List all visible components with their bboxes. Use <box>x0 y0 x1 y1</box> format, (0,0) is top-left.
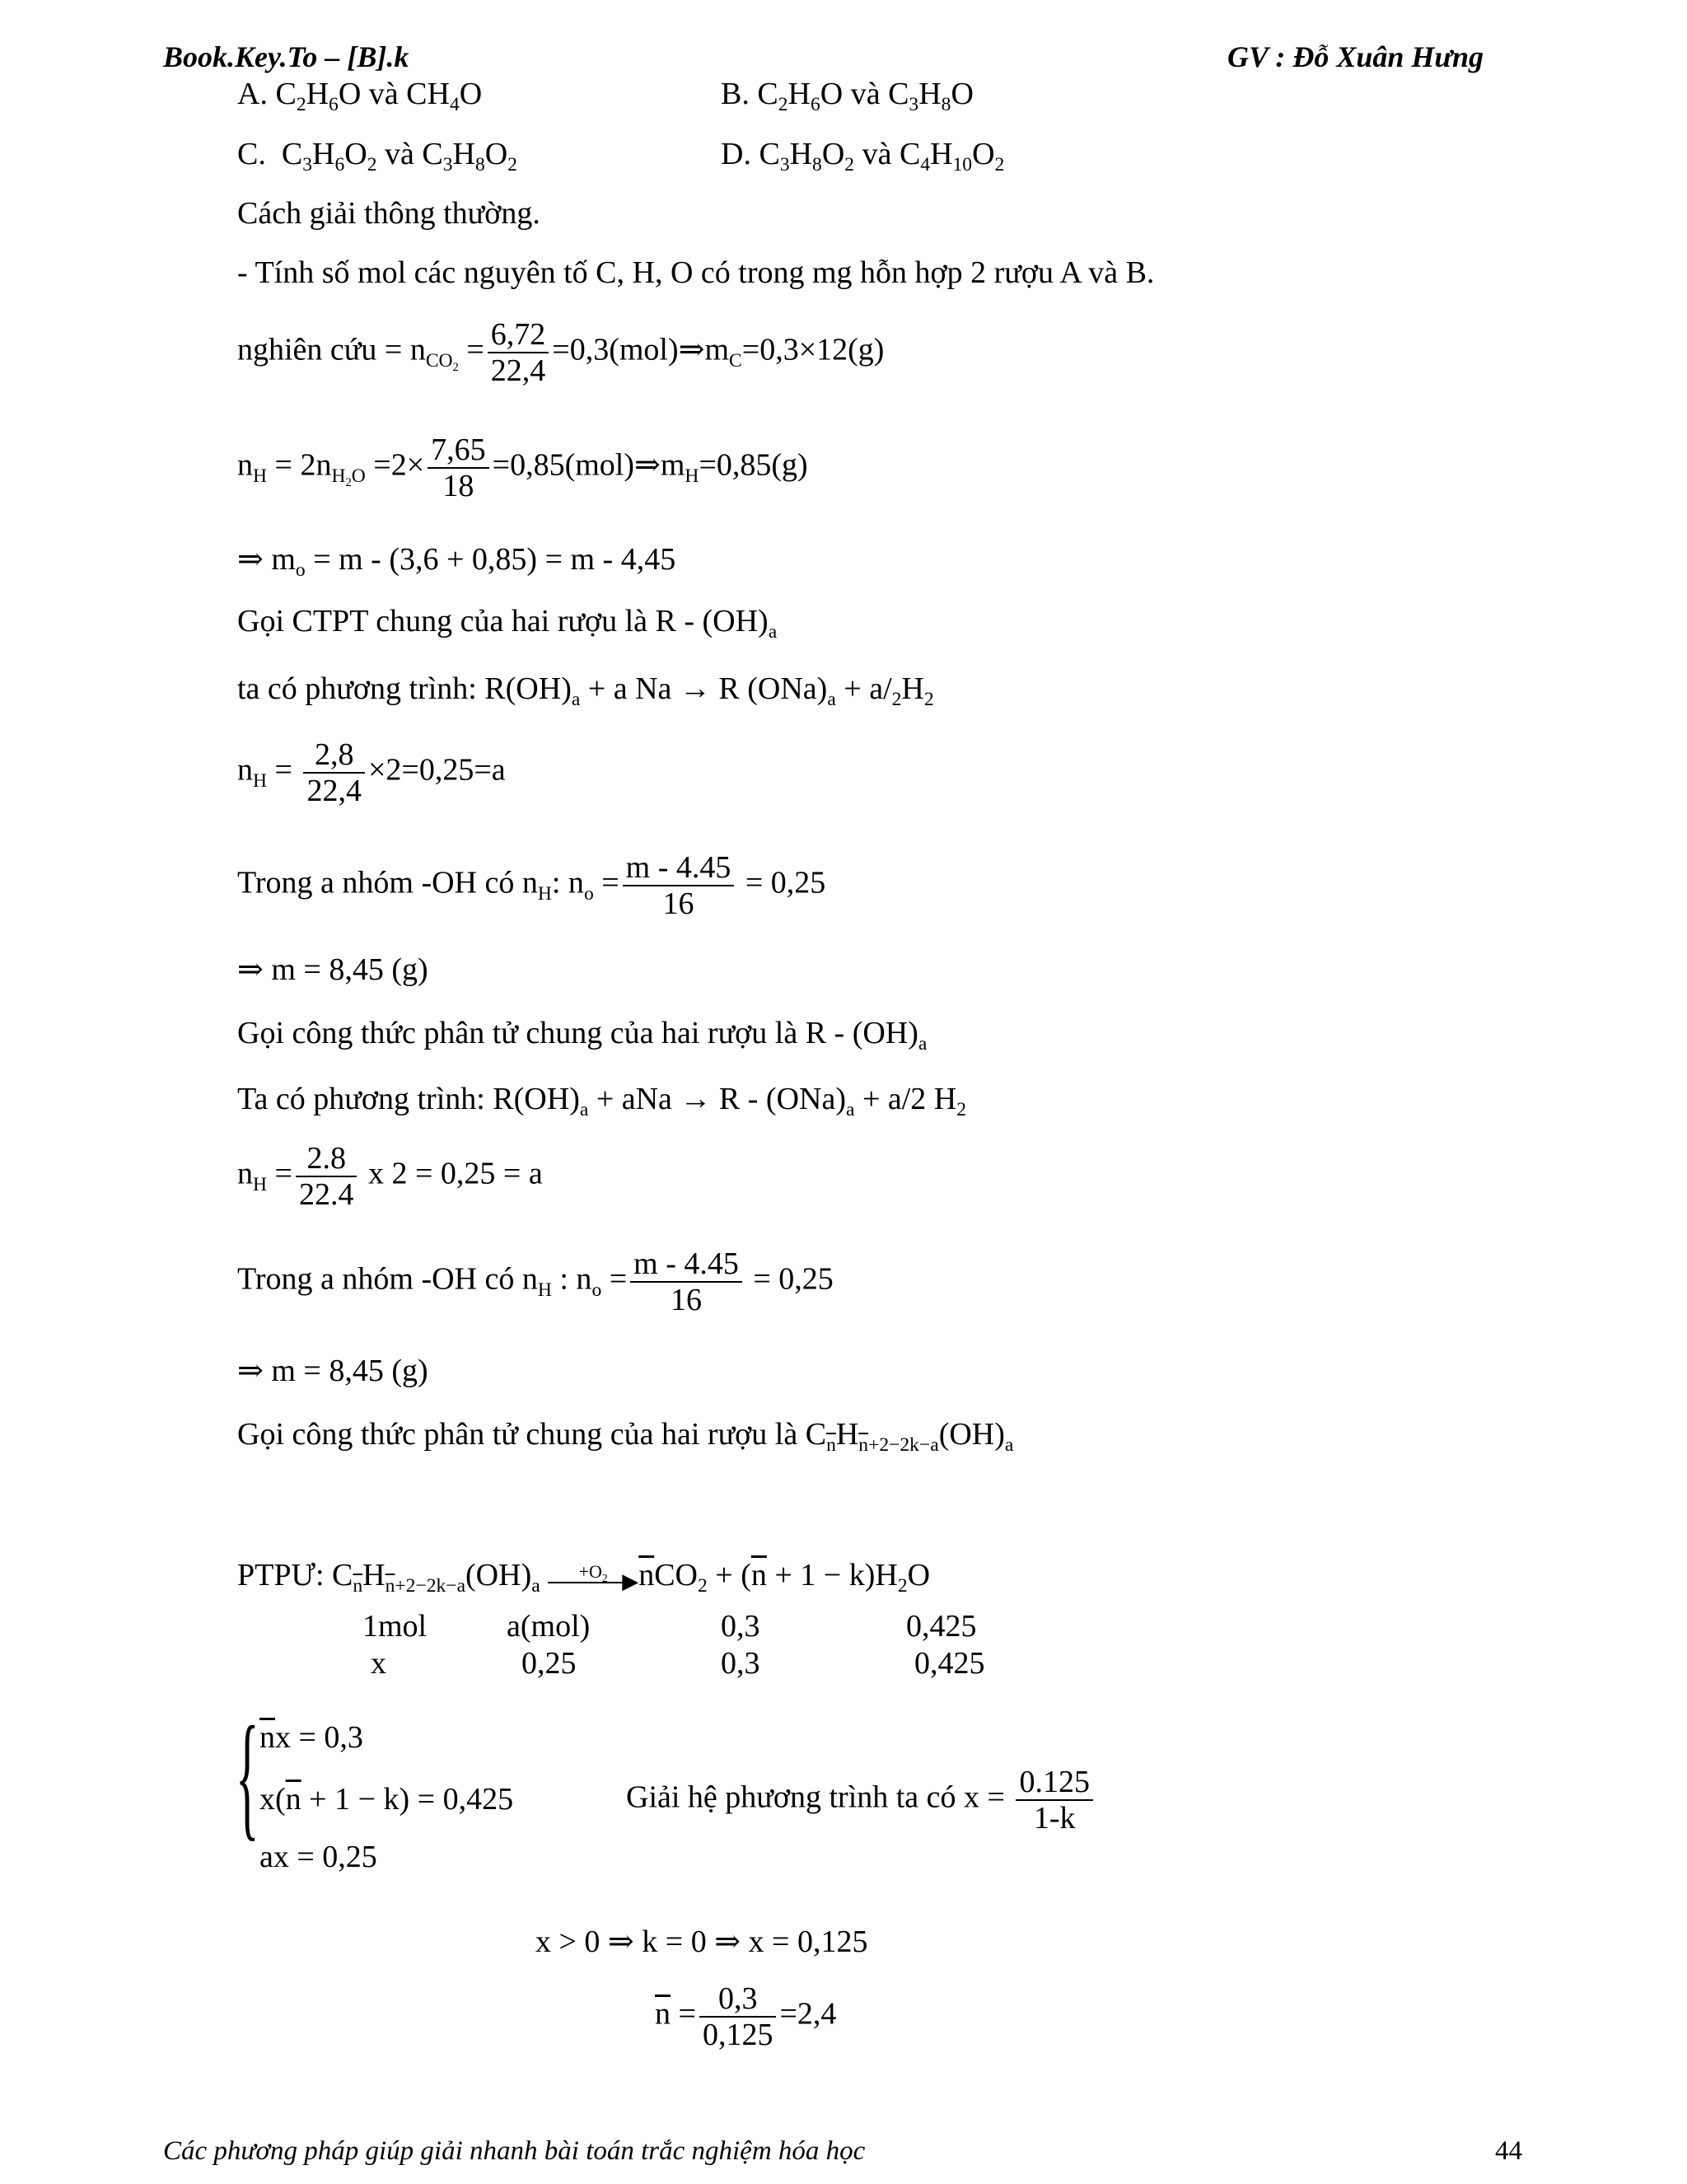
row2-c4: 0,425 <box>914 1646 985 1681</box>
nbar-result: $\overline{n}$ = $\frac{0,3}{0,125}$ =2,4 <box>655 1981 837 2052</box>
header-left: Book.Key.To – [B].k <box>163 40 409 73</box>
brace-icon: { <box>236 1698 259 1853</box>
equation-mo: ⇒ $m_o = m - (3,6 + 0,85) = m - 4,45$ <box>237 542 676 582</box>
row1-c2: a(mol) <box>507 1609 591 1644</box>
equation-no-2: Trong a nhóm -OH có $n_H$ : $n_o$ = $\frac{m - 4.45}{16}$ = 0,25 <box>237 1246 834 1317</box>
combustion-reaction: PTPƯ: $C_{\overline{n}}H_{\overline{n}+2-2k-a}(OH)_a$ $+O_2$ ▶ $\overline{n}CO_2 + (\overline{n} + 1 - k)H_2O$ <box>237 1558 931 1597</box>
x-k-result: x > 0 ⇒ k = 0 ⇒ x = 0,125 <box>535 1924 868 1959</box>
equation-no-1: Trong a nhóm -OH có $n_H$: $n_o$ = $\frac{m - 4.45}{16}$ = 0,25 <box>237 850 826 921</box>
row1-c3: 0,3 <box>721 1609 760 1644</box>
page-number: 44 <box>1495 2136 1522 2166</box>
general-formula-1: Gọi CTPT chung của hai rượu là R - $(OH)_a$ <box>237 604 778 643</box>
option-a: A. $C_2H_6O$ và $CH_4O$ <box>237 77 483 116</box>
equation-nh: $n_H = 2n_{H_2O} =2\times$ $\frac{7,65}{18}$ $=0,85(mol)\Rightarrow m_H=0,85(g)$ <box>237 433 808 503</box>
reaction-2: Ta có phương trình: $R(OH)_a$ + aNa → $R - (ONa)_a + a/2$ $H_2$ <box>237 1082 967 1121</box>
equation-nh-2: $n_H$ = $\frac{2,8}{22,4}$ ×2=0,25=a <box>237 737 506 808</box>
result-m-1: ⇒ m = 8,45 (g) <box>237 952 428 987</box>
option-b: B. $C_2H_6O$ và $C_3H_8O$ <box>721 77 974 116</box>
equation-nh-3: $n_H$ = $\frac{2.8}{22.4}$ x 2 = 0,25 = a <box>237 1141 543 1212</box>
equation-nco2: nghiên cứu = $n_{CO_2}$ = $\frac{6,72}{22,4}$ $=0,3(mol)\Rightarrow m_C=0,3\times 12(g)$ <box>237 317 885 388</box>
row2-c1: x <box>371 1646 386 1681</box>
general-formula-3: Gọi công thức phân tử chung của hai rượu là $C_{\overline{n}}H_{\overline{n}+2-2k-a}(OH)_a$ <box>237 1417 1014 1457</box>
system-eq-1: $\overline{n}x = 0,3$ <box>259 1720 363 1755</box>
option-c: C. $C_3H_6O_2$ và $C_3H_8O_2$ <box>237 137 517 176</box>
row2-c3: 0,3 <box>721 1646 760 1681</box>
system-eq-2: $x(\overline{n} + 1 - k) = 0,425$ <box>259 1782 514 1817</box>
footer-title: Các phương pháp giúp giải nhanh bài toán trắc nghiệm hóa học <box>163 2136 866 2166</box>
row1-c1: 1mol <box>362 1609 428 1644</box>
result-m-2: ⇒ m = 8,45 (g) <box>237 1354 428 1388</box>
row1-c4: 0,425 <box>906 1609 977 1644</box>
reaction-arrow-icon: $+O_2$ ▶ <box>548 1565 638 1590</box>
general-formula-2: Gọi công thức phân tử chung của hai rượu là R - $(OH)_a$ <box>237 1016 928 1055</box>
system-eq-3: ax = 0,25 <box>259 1840 377 1874</box>
method-heading: Cách giải thông thường. <box>237 196 540 231</box>
step-1: - Tính số mol các nguyên tố C, H, O có trong mg hỗn hợp 2 rượu A và B. <box>237 255 1155 290</box>
row2-c2: 0,25 <box>521 1646 577 1681</box>
option-d: D. $C_3H_8O_2$ và $C_4H_{10}O_2$ <box>721 137 1005 176</box>
solve-system: Giải hệ phương trình ta có x = $\frac{0.125}{1-k}$ <box>626 1765 1096 1836</box>
header-right: GV : Đỗ Xuân Hưng <box>1227 40 1484 73</box>
reaction-1: ta có phương trình: $R(OH)_a + a$ Na → R $(ONa)_a + a/_2H_2$ <box>237 671 934 711</box>
